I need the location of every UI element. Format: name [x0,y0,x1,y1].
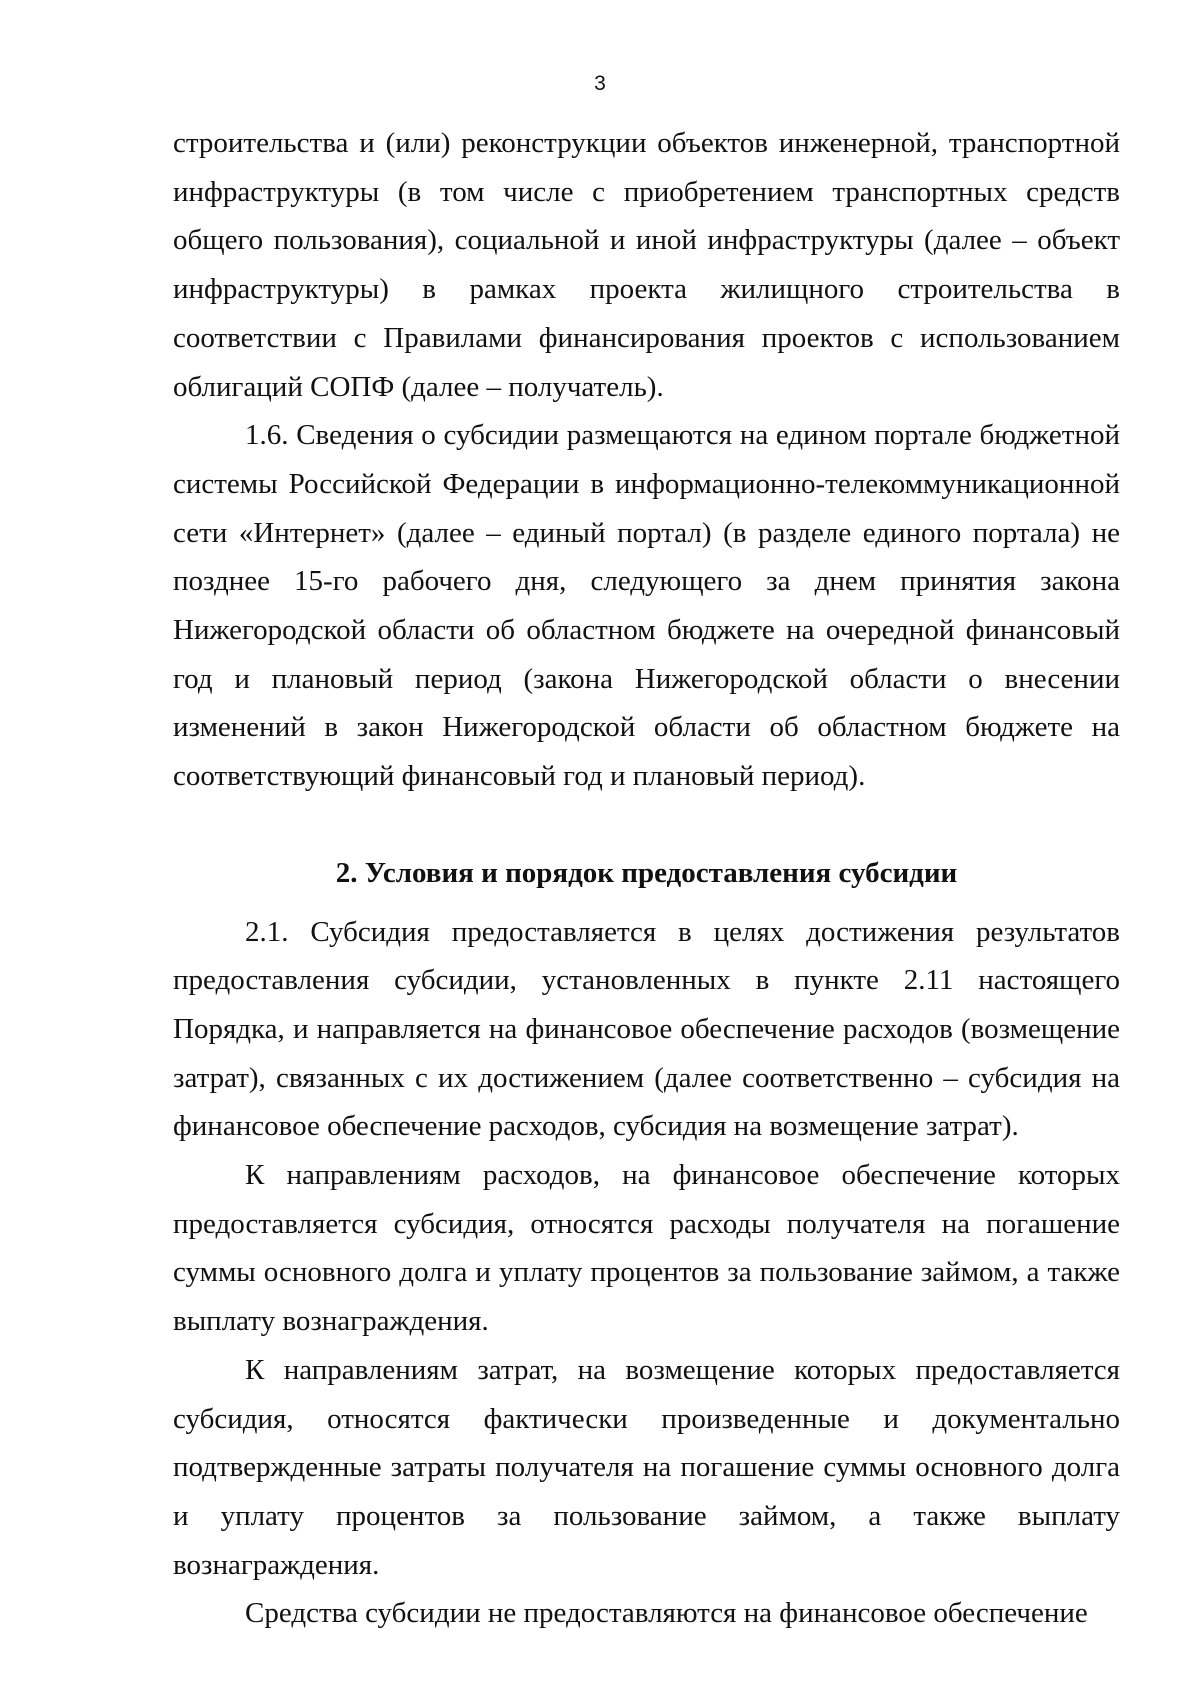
section-heading: 2. Условия и порядок предоставления субсидии [335,856,958,889]
paragraph-subsidy-funds: Средства субсидии не предоставляются на финансовое обеспечение [245,1597,1088,1630]
paragraph-expense-directions: К направлениям расходов, на финансовое обеспечение которых предоставляется субсидия, относятся расходы получателя на погашение суммы основного долга и уплату процентов за пользование займом, а также выплату вознаграждения. [173,1159,1120,1338]
spacer [173,898,1120,908]
paragraph-continuation: строительства и (или) реконструкции объектов инженерной, транспортной инфраструктуры (в том числе с приобретением транспортных средств общего пользования), социальной и иной инфраструктуры (далее – объект инфраструктуры) в рамках проекта жилищного строительства в соответствии с Правилами финансирования проектов с использованием облигаций СОПФ (далее – получатель). [173,127,1120,403]
paragraph-2-1: 2.1. Субсидия предоставляется в целях достижения результатов предоставления субсидии, установленных в пункте 2.11 настоящего Порядка, и направляется на финансовое обеспечение расходов (возмещение затрат), связанных с их достижением (далее соответственно – субсидия на финансовое обеспечение расходов, субсидия на возмещение затрат). [173,915,1120,1143]
spacer [173,801,1120,849]
document-body [173,119,1120,1638]
paragraph-cost-directions: К направлениям затрат, на возмещение которых предоставляется субсидия, относятся фактически произведенные и документально подтвержденные затраты получателя на погашение суммы основного долга и уплату процентов за пользование займом, а также выплату вознаграждения. [173,1353,1120,1581]
paragraph-1-6: 1.6. Сведения о субсидии размещаются на едином портале бюджетной системы Российской Федерации в информационно-телекоммуникационной сети «Интернет» (далее – единый портал) (в разделе единого портала) не позднее 15-го рабочего дня, следующего за днем принятия закона Нижегородской области об областном бюджете на очередной финансовый год и плановый период (закона Нижегородской области о внесении изменений в закон Нижегородской области об областном бюджете на соответствующий финансовый год и плановый период). [173,419,1120,793]
page-number: 3 [594,72,606,95]
